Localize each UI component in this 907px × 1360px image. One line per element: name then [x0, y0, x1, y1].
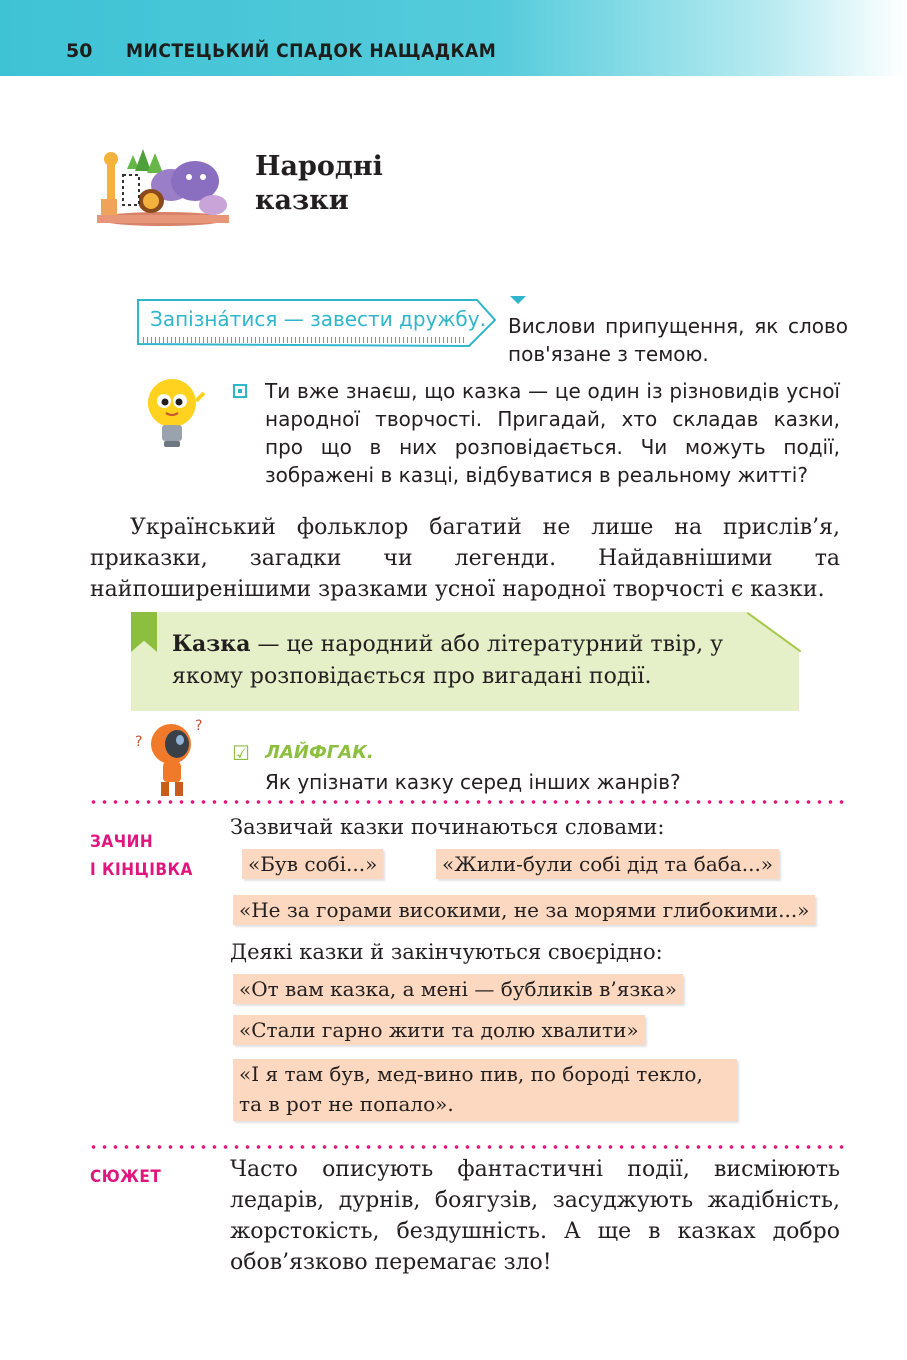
lesson-title — [255, 150, 383, 218]
start-phrase: «Жили-були собі дід та баба...» — [436, 849, 779, 879]
robot-character-icon — [133, 716, 218, 798]
ends-intro: Деякі казки й закінчуються своєрідно: — [230, 940, 663, 964]
svg-text:?: ? — [195, 718, 203, 734]
tag-prompt: Вислови припущення, як слово пов'язане з темою. — [508, 314, 848, 366]
start-phrase: «Був собі...» — [242, 849, 383, 879]
beginning-end-label-line2: І КІНЦІВКА — [90, 860, 193, 880]
lesson-title-line1: Народні — [255, 151, 383, 182]
lesson-title-line2: казки — [255, 185, 349, 216]
lightbulb-character-icon — [140, 375, 210, 457]
bullet-square-icon — [233, 384, 247, 398]
lifehack-label: ЛАЙФГАК. — [265, 742, 374, 763]
beginning-end-label — [90, 828, 193, 884]
intro-paragraph: Український фольклор багатий не лише на прислів’я, приказки, загадки чи легенди. Найдавнішими та найпоширенішими зразками усної народної творчості є казки. — [90, 515, 840, 602]
lifehack-question: Як упізнати казку серед інших жанрів? — [265, 770, 681, 794]
starts-intro: Зазвичай казки починаються словами: — [230, 815, 665, 839]
svg-text:?: ? — [135, 734, 143, 750]
page-header — [0, 0, 907, 76]
beginning-end-label-line1: ЗАЧИН — [90, 832, 154, 852]
end-phrase-line1: «І я там був, мед-вино пив, по бороді текло, — [239, 1062, 703, 1086]
end-phrase-line2: та в рот не попало». — [239, 1092, 454, 1116]
warmup-question: Ти вже знаєш, що казка — це один із різновидів усної народної творчості. Пригадай, хто складав казки, про що в них розповідається. Чи можуть події, зображені в казці, відбуватися в реальному житті? — [265, 379, 840, 487]
definition-body: — це народний або літературний твір, у якому розповідається про вигадані події. — [172, 632, 724, 689]
page-number: 50 — [66, 40, 93, 62]
word-tag-text: Запізна́тися — завести дружбу. — [150, 307, 486, 331]
end-phrase: «От вам казка, а мені — бубликів в’язка» — [233, 974, 683, 1004]
plot-label: СЮЖЕТ — [90, 1167, 162, 1187]
definition-text — [172, 628, 772, 693]
dotted-divider — [88, 800, 846, 804]
fairy-tale-animals-illustration — [93, 145, 233, 227]
end-phrase — [233, 1059, 737, 1121]
dotted-divider — [88, 1145, 846, 1149]
definition-term: Казка — [172, 631, 251, 657]
end-phrase: «Стали гарно жити та долю хвалити» — [233, 1015, 645, 1045]
triangle-marker-icon — [510, 296, 526, 304]
checkbox-checked-icon: ☑ — [232, 741, 250, 765]
plot-text: Часто описують фантастичні події, висміюють ледарів, дурнів, боягузів, засуджують жадібність, жорстокість, бездушність. А ще в казках добро обов’язково перемагає зло! — [230, 1157, 840, 1275]
section-title: МИСТЕЦЬКИЙ СПАДОК НАЩАДКАМ — [126, 40, 497, 62]
start-phrase: «Не за горами високими, не за морями глибокими...» — [233, 895, 815, 925]
